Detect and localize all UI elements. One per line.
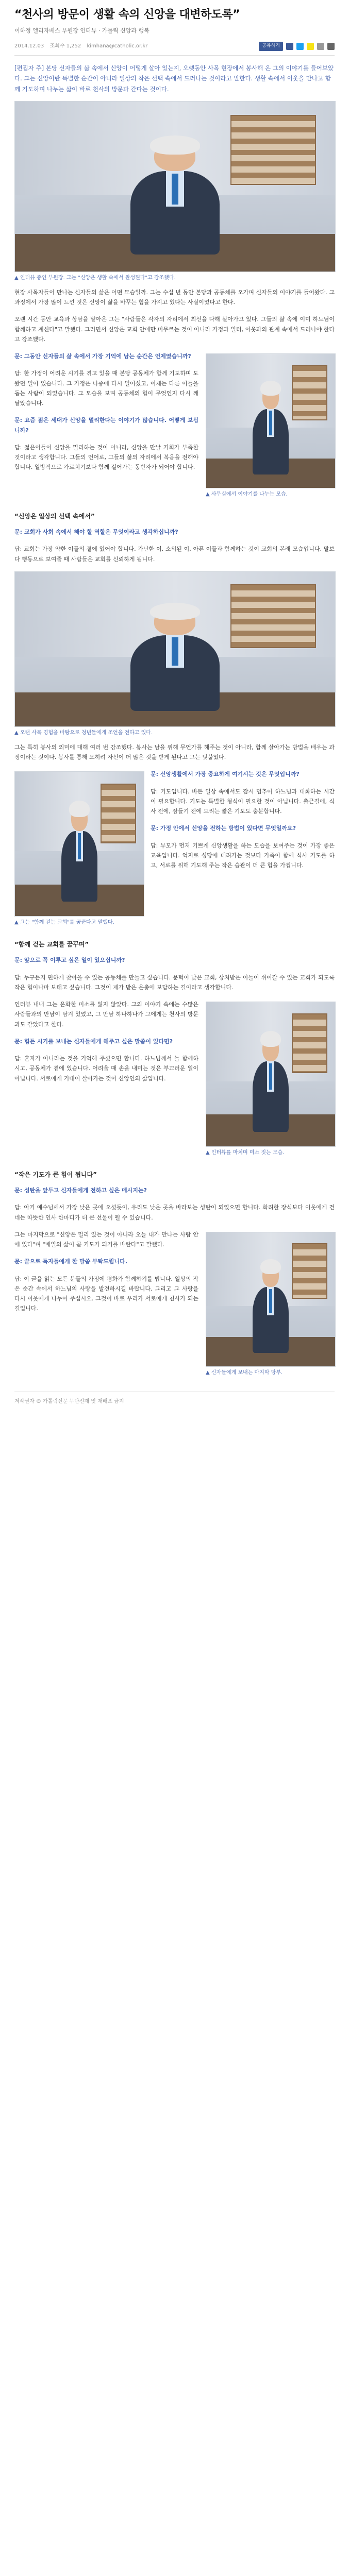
question-5: 문: 가정 안에서 신앙을 전하는 방법이 있다면 무엇일까요? xyxy=(151,825,296,832)
answer-8: 답: 아기 예수님께서 가장 낮은 곳에 오셨듯이, 우리도 낮은 곳을 바라보는 성탄이 되었으면 합니다. 화려한 장식보다 이웃에게 건네는 따뜻한 인사 한마디가 더 큰 선물이 될 수 있습니다. xyxy=(14,1204,335,1221)
answer-9: 답: 이 글을 읽는 모든 분들의 가정에 평화가 함께하기를 빕니다. 일상의 작은 순간 속에서 하느님의 사랑을 발견하시길 바랍니다. 그리고 그 사랑을 다시 이웃에게 나누어 주십시오. 그것이 바로 우리가 서로에게 천사가 되는 길입니다. xyxy=(14,1275,198,1312)
question-7: 문: 힘든 시기를 보내는 신자들에게 해주고 싶은 말씀이 있다면? xyxy=(14,1038,173,1045)
photo-3-image xyxy=(14,571,336,727)
question-2: 문: 요즘 젊은 세대가 신앙을 멀리한다는 이야기가 많습니다. 어떻게 보십니까? xyxy=(14,417,198,434)
photo-5-caption: ▲ 인터뷰를 마치며 미소 짓는 모습. xyxy=(206,1150,285,1156)
kakaostory-icon[interactable] xyxy=(307,43,314,50)
question-4: 문: 신앙생활에서 가장 중요하게 여기시는 것은 무엇입니까? xyxy=(151,771,300,778)
paragraph-2: 오랜 시간 동안 교육과 상담을 맡아온 그는 "사람들은 각자의 자리에서 최선을 다해 살아가고 있다. 그들의 삶 속에 이미 하느님이 함께하고 계신다"고 말했다. 그러면서 신앙은 교회 안에만 머무르는 것이 아니라 가정과 일터, 이웃과의 관계 속에서 드러나야 한다고 강조했다. xyxy=(14,316,335,343)
paragraph-1: 현장 사목자들이 만나는 신자들의 삶은 어떤 모습일까. 그는 수십 년 동안 본당과 공동체를 오가며 신자들의 이야기를 들어왔다. 그 과정에서 가장 많이 느낀 것은 신앙이 삶을 바꾸는 힘을 가지고 있다는 사실이었다고 한다. xyxy=(14,289,335,306)
section-heading-2: “함께 걷는 교회를 꿈꾸며” xyxy=(14,941,89,948)
photo-3 xyxy=(14,571,335,737)
answer-5: 답: 부모가 먼저 기쁘게 신앙생활을 하는 모습을 보여주는 것이 가장 좋은 교육입니다. 억지로 성당에 데려가는 것보다 가족이 함께 식사 기도를 하고, 서로를 위해 기도해 주는 작은 습관이 더 큰 힘을 가집니다. xyxy=(151,842,335,869)
meta-left xyxy=(14,42,152,51)
photo-5-image xyxy=(206,1002,336,1147)
paragraph-21: 그는 마지막으로 "신앙은 멀리 있는 것이 아니라 오늘 내가 만나는 사람 안에 있다"며 "매일의 삶이 곧 기도가 되기를 바란다"고 말했다. xyxy=(14,1231,198,1248)
share-button[interactable] xyxy=(259,42,283,51)
answer-1: 답: 한 가정이 어려운 시기를 겪고 있을 때 본당 공동체가 함께 기도하며 도왔던 일이 있습니다. 그 가정은 나중에 다시 일어섰고, 이제는 다른 이들을 돕는 사람이 되었습니다. 그 모습을 보며 공동체의 힘이 무엇인지 다시 깨달았습니다. xyxy=(14,370,198,406)
photo-2-image xyxy=(206,353,336,488)
view-count: 조회수 1,252 xyxy=(49,43,81,49)
section-heading-1: “신앙은 일상의 선택 속에서” xyxy=(14,513,95,520)
answer-3: 답: 교회는 가장 약한 이들의 곁에 있어야 합니다. 가난한 이, 소외된 이, 아픈 이들과 함께하는 것이 교회의 본래 모습입니다. 말보다 행동으로 보여줄 때 사람들은 교회를 신뢰하게 됩니다. xyxy=(14,546,335,563)
photo-2-caption: ▲ 사무실에서 이야기를 나누는 모습. xyxy=(206,492,288,497)
share-bar xyxy=(259,42,335,51)
facebook-icon[interactable] xyxy=(286,43,293,50)
mail-icon[interactable] xyxy=(317,43,324,50)
photo-4-caption: ▲ 그는 "함께 걷는 교회"를 꿈꾼다고 말했다. xyxy=(14,920,114,926)
photo-3-caption: ▲ 오랜 사목 경험을 바탕으로 청년들에게 조언을 전하고 있다. xyxy=(14,730,153,736)
article-lead: [편집자 주] 본당 신자들의 삶 속에서 신앙이 어떻게 살아 있는지, 오랫동안 사목 현장에서 봉사해 온 그의 이야기를 들어보았다. 그는 신앙이란 특별한 순간이 아니라 일상의 작은 선택 속에서 드러나는 것이라고 말한다. 생활 속에서 이웃을 만나고 함께 기도하며 나누는 삶이 바로 천사의 방문과 같다는 것이다. xyxy=(14,64,334,93)
photo-6-image xyxy=(206,1232,336,1367)
photo-1 xyxy=(14,101,335,282)
photo-4-image xyxy=(14,771,144,917)
article-footer: 저작권자 © 가톨릭신문 무단전재 및 재배포 금지 xyxy=(14,1392,335,1406)
photo-5 xyxy=(206,1002,335,1157)
print-icon[interactable] xyxy=(327,43,335,50)
twitter-icon[interactable] xyxy=(296,43,304,50)
share-label: 공유하기 xyxy=(262,43,280,48)
photo-1-caption: ▲ 인터뷰 중인 부원장. 그는 "신앙은 생활 속에서 완성된다"고 강조했다. xyxy=(14,275,176,281)
photo-1-image xyxy=(14,101,336,272)
question-9: 문: 끝으로 독자들에게 한 말씀 부탁드립니다. xyxy=(14,1258,127,1265)
paragraph-9: 그는 특히 봉사의 의미에 대해 여러 번 강조했다. 봉사는 남을 위해 무언가를 해주는 것이 아니라, 함께 살아가는 방법을 배우는 과정이라는 것이다. 봉사를 통해 오히려 자신이 더 많은 것을 받게 된다고 그는 덧붙였다. xyxy=(14,743,335,760)
question-6: 문: 앞으로 꼭 이루고 싶은 일이 있으십니까? xyxy=(14,957,125,964)
reporter-email[interactable]: kimhana@catholic.or.kr xyxy=(87,43,148,49)
photo-6 xyxy=(206,1232,335,1377)
question-3: 문: 교회가 사회 속에서 해야 할 역할은 무엇이라고 생각하십니까? xyxy=(14,529,178,535)
photo-2 xyxy=(206,353,335,499)
article-meta xyxy=(14,42,335,56)
section-heading-3: “작은 기도가 큰 힘이 됩니다” xyxy=(14,1171,97,1178)
article-header xyxy=(14,0,335,56)
question-1: 문: 그동안 신자들의 삶 속에서 가장 기억에 남는 순간은 언제였습니까? xyxy=(14,353,191,360)
answer-4: 답: 기도입니다. 바쁜 일상 속에서도 잠시 멈추어 하느님과 대화하는 시간이 필요합니다. 기도는 특별한 형식이 필요한 것이 아닙니다. 출근길에, 식사 전에, 잠들기 전에 드리는 짧은 기도도 충분합니다. xyxy=(151,788,335,815)
answer-6: 답: 누구든지 편하게 찾아올 수 있는 공동체를 만들고 싶습니다. 문턱이 낮은 교회, 상처받은 이들이 쉬어갈 수 있는 교회가 되도록 작은 힘이나마 보태고 싶습니다. 그것이 제가 받은 은총에 보답하는 길이라고 생각합니다. xyxy=(14,974,335,991)
publish-date: 2014.12.03 xyxy=(14,43,44,49)
paragraph-16: 인터뷰 내내 그는 온화한 미소를 잃지 않았다. 그의 이야기 속에는 수많은 사람들과의 만남이 담겨 있었고, 그 만남 하나하나가 그에게는 천사의 방문과도 같았다고 한다. xyxy=(14,1001,198,1028)
photo-4 xyxy=(14,771,143,927)
answer-7: 답: 혼자가 아니라는 것을 기억해 주셨으면 합니다. 하느님께서 늘 함께하시고, 공동체가 곁에 있습니다. 어려울 때 손을 내미는 것은 부끄러운 일이 아닙니다. 서로에게 기대어 살아가는 것이 신앙인의 삶입니다. xyxy=(14,1055,198,1082)
photo-6-caption: ▲ 신자들에게 보내는 마지막 당부. xyxy=(206,1369,283,1376)
question-8: 문: 성탄을 앞두고 신자들에게 전하고 싶은 메시지는? xyxy=(14,1187,147,1194)
article-subtitle: 이하정 엘리자베스 부원장 인터뷰 · 가톨릭 신앙과 행복 xyxy=(14,27,149,34)
article-title: “천사의 방문이 생활 속의 신앙을 대변하도록” xyxy=(14,8,240,21)
answer-2: 답: 젊은이들이 신앙을 멀리하는 것이 아니라, 신앙을 만날 기회가 부족한 것이라고 생각합니다. 그들의 언어로, 그들의 삶의 자리에서 복음을 전해야 합니다. 일방적으로 가르치기보다 함께 걸어가는 동반자가 되어야 합니다. xyxy=(14,444,198,471)
